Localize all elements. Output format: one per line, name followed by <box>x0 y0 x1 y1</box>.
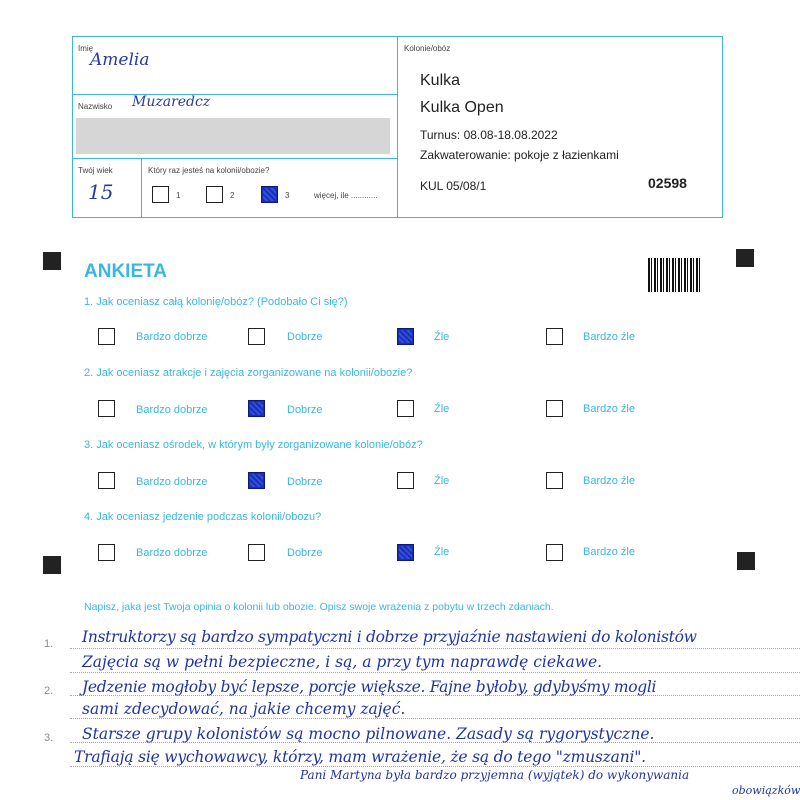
first-name-value[interactable]: Amelia <box>90 50 150 70</box>
registration-marker <box>736 249 754 267</box>
option-label: Dobrze <box>287 547 323 559</box>
handwritten-answer[interactable]: sami zdecydować, na jakie chcemy zajęć. <box>82 700 406 718</box>
camp-name-open: Kulka Open <box>420 99 504 116</box>
line-number: 2. <box>44 685 54 697</box>
option-label: Źle <box>434 475 450 487</box>
q1-option-bardzo-zle[interactable] <box>546 328 563 345</box>
q4-option-bardzo-dobrze[interactable] <box>98 544 115 561</box>
handwritten-answer[interactable]: Jedzenie mogłoby być lepsze, porcje większe. Fajne byłoby, gdybyśmy mogli <box>82 678 657 696</box>
turnus-dates: Turnus: 08.08-18.08.2022 <box>420 128 558 142</box>
redaction-block <box>76 118 390 154</box>
option-label: Dobrze <box>287 331 323 343</box>
handwritten-answer[interactable]: obowiązków <box>732 784 800 797</box>
age-label: Twój wiek <box>78 166 113 175</box>
last-name-label: Nazwisko <box>78 102 113 111</box>
q4-option-bardzo-zle[interactable] <box>546 544 563 561</box>
camp-name: Kulka <box>420 72 461 89</box>
q2-option-zle[interactable] <box>397 400 414 417</box>
q1-option-zle[interactable] <box>397 328 414 345</box>
card-divider <box>397 36 398 218</box>
question-2: 2. Jak oceniasz atrakcje i zajęcia zorganizowane na kolonii/obozie? <box>84 367 413 379</box>
q1-option-dobrze[interactable] <box>248 328 265 345</box>
opinion-prompt: Napisz, jaka jest Twoja opinia o kolonii lub obozie. Opisz swoje wrażenia z pobytu w trzech zdaniach. <box>84 601 554 613</box>
option-label: Bardzo dobrze <box>136 547 208 559</box>
question-3: 3. Jak oceniasz ośrodek, w którym były zorganizowane kolonie/obóz? <box>84 439 423 451</box>
handwritten-answer[interactable]: Starsze grupy kolonistów są mocno pilnowane. Zasady są rygorystyczne. <box>82 725 655 743</box>
last-name-value[interactable]: Muzaredcz <box>132 94 211 110</box>
q2-option-bardzo-dobrze[interactable] <box>98 400 115 417</box>
handwritten-answer[interactable]: Pani Martyna była bardzo przyjemna (wyjątek) do wykonywania <box>300 768 690 782</box>
survey-title: ANKIETA <box>84 261 168 282</box>
option-label: Bardzo dobrze <box>136 476 208 488</box>
q3-option-bardzo-zle[interactable] <box>546 472 563 489</box>
registration-marker <box>737 552 755 570</box>
accommodation: Zakwaterowanie: pokoje z łazienkami <box>420 148 619 162</box>
option-label: Źle <box>434 546 450 558</box>
card-row-divider <box>72 94 397 95</box>
times-checkbox-3[interactable] <box>261 186 278 203</box>
line-number: 1. <box>44 638 54 650</box>
option-label: Bardzo źle <box>583 331 635 343</box>
option-label: Źle <box>434 331 450 343</box>
option-label: Bardzo dobrze <box>136 404 208 416</box>
option-label: Bardzo źle <box>583 403 635 415</box>
q1-option-bardzo-dobrze[interactable] <box>98 328 115 345</box>
answer-line <box>70 672 800 673</box>
line-number: 3. <box>44 732 54 744</box>
option-label: Dobrze <box>287 404 323 416</box>
card-row-divider <box>72 158 397 159</box>
times-checkbox-1[interactable] <box>152 186 169 203</box>
registration-marker <box>43 556 61 574</box>
answer-line <box>70 648 800 649</box>
card-col-divider <box>141 158 142 218</box>
handwritten-answer[interactable]: Trafiają się wychowawcy, którzy, mam wrażenie, że są do tego "zmuszani". <box>74 748 646 766</box>
answer-line <box>70 766 800 767</box>
q3-option-dobrze[interactable] <box>248 472 265 489</box>
q4-option-zle[interactable] <box>397 544 414 561</box>
times-label: Który raz jesteś na kolonii/obozie? <box>148 166 270 175</box>
question-1: 1. Jak oceniasz całą kolonię/obóz? (Podobało Ci się?) <box>84 296 348 308</box>
registration-marker <box>43 252 61 270</box>
q2-option-bardzo-zle[interactable] <box>546 400 563 417</box>
option-label: Bardzo źle <box>583 475 635 487</box>
q2-option-dobrze[interactable] <box>248 400 265 417</box>
option-label: Bardzo źle <box>583 546 635 558</box>
camp-code: KUL 05/08/1 <box>420 179 487 193</box>
form-number: 02598 <box>648 175 687 191</box>
age-value[interactable]: 15 <box>88 180 114 204</box>
times-option-more: więcej, ile ............ <box>314 191 378 200</box>
barcode <box>648 258 702 292</box>
question-4: 4. Jak oceniasz jedzenie podczas kolonii/obozu? <box>84 511 322 523</box>
times-checkbox-2[interactable] <box>206 186 223 203</box>
option-label: Bardzo dobrze <box>136 331 208 343</box>
camp-label: Kolonie/obóz <box>404 44 451 53</box>
first-name-label: Imię <box>78 44 94 53</box>
handwritten-answer[interactable]: Zajęcia są w pełni bezpieczne, i są, a przy tym naprawdę ciekawe. <box>82 653 603 671</box>
handwritten-answer[interactable]: Instruktorzy są bardzo sympatyczni i dobrze przyjaźnie nastawieni do kolonistów <box>82 628 697 646</box>
times-option-label: 1 <box>176 191 181 200</box>
q3-option-bardzo-dobrze[interactable] <box>98 472 115 489</box>
option-label: Dobrze <box>287 476 323 488</box>
q4-option-dobrze[interactable] <box>248 544 265 561</box>
q3-option-zle[interactable] <box>397 472 414 489</box>
answer-line <box>70 718 800 719</box>
option-label: Źle <box>434 403 450 415</box>
times-option-label: 3 <box>285 191 290 200</box>
times-option-label: 2 <box>230 191 235 200</box>
